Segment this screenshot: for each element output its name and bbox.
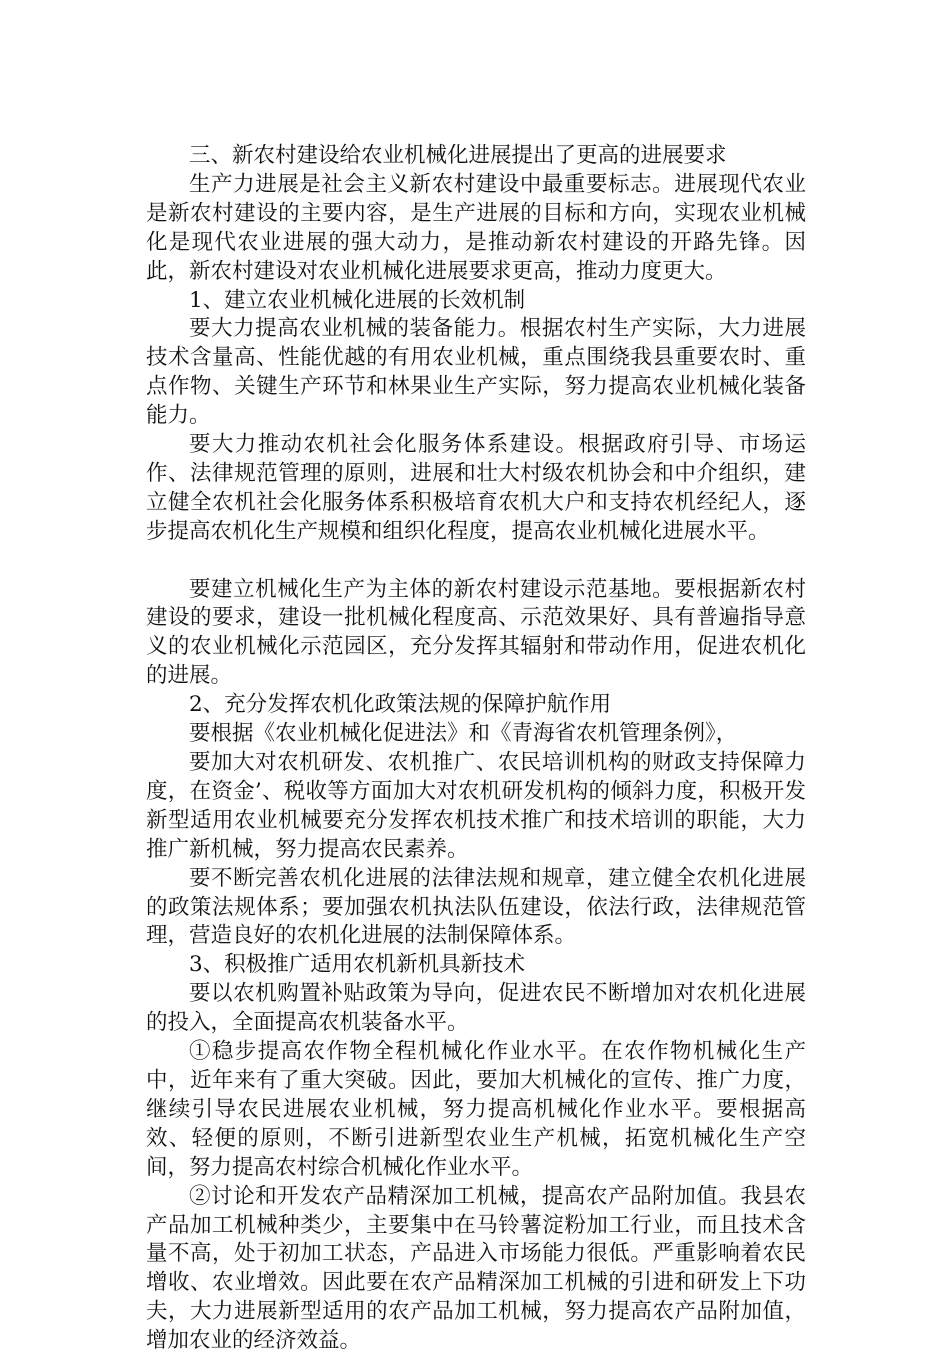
subheading-3: 3、积极推广适用农机新机具新技术 — [189, 952, 526, 978]
paragraph-financial-support: 要加大对农机研发、农机推广、农民培训机构的财政支持保障力度，在资金’、税收等方面加大对农机研发机构的倾斜力度，积极开发新型适用农业机械要充分发挥农机技术推广和技术培训的职能，大力推广新机械，努力提高农民素养。 — [146, 750, 806, 862]
paragraph-service-system: 要大力推动农机社会化服务体系建设。根据政府引导、市场运作、法律规范管理的原则，进展和壮大村级农机协会和中介组织，建立健全农机社会化服务体系积极培育农机大户和支持农机经纪人，逐步提高农机化生产规模和组织化程度，提高农业机械化进展水平。 — [146, 432, 806, 544]
paragraph-intro: 生产力进展是社会主义新农村建设中最重要标志。进展现代农业是新农村建设的主要内容，是生产进展的目标和方向，实现农业机械化是现代农业进展的强大动力，是推动新农村建设的开路先锋。因此，新农村建设对农业机械化进展要求更高，推动力度更大。 — [146, 171, 806, 284]
paragraph-law-reference: 要根据《农业机械化促进法》和《青海省农机管理条例》， — [189, 721, 738, 747]
paragraph-demo-base: 要建立机械化生产为主体的新农村建设示范基地。要根据新农村建设的要求，建设一批机械化程度高、示范效果好、具有普遍指导意义的农业机械化示范园区，充分发挥其辐射和带动作用，促进农机化的进展。 — [146, 576, 806, 689]
paragraph-subsidy: 要以农机购置补贴政策为导向，促进农民不断增加对农机化进展的投入，全面提高农机装备水平。 — [146, 981, 806, 1036]
document-body — [146, 142, 806, 1356]
blank-line — [146, 547, 806, 576]
paragraph-legal-system: 要不断完善农机化进展的法律法规和规章，建立健全农机化进展的政策法规体系；要加强农机执法队伍建设，依法行政，法律规范管理，营造良好的农机化进展的法制保障体系。 — [146, 865, 806, 949]
subheading-1: 1、建立农业机械化进展的长效机制 — [189, 287, 526, 313]
paragraph-item-1: ①稳步提高农作物全程机械化作业水平。在农作物机械化生产中，近年来有了重大突破。因此，要加大机械化的宣传、推广力度，继续引导农民进展农业机械，努力提高机械化作业水平。要根据高效、轻便的原则，不断引进新型农业生产机械，拓宽机械化生产空间，努力提高农村综合机械化作业水平。 — [146, 1039, 806, 1180]
paragraph-item-2: ②讨论和开发农产品精深加工机械，提高农产品附加值。我县农产品加工机械种类少，主要集中在马铃薯淀粉加工行业，而且技术含量不高，处于初加工状态，产品进入市场能力很低。严重影响着农民增收、农业增效。因此要在农产品精深加工机械的引进和研发上下功夫，大力进展新型适用的农产品加工机械，努力提高农产品附加值，增加农业的经济效益。 — [146, 1183, 806, 1354]
paragraph-equipment: 要大力提高农业机械的装备能力。根据农村生产实际，大力进展技术含量高、性能优越的有用农业机械，重点围绕我县重要农时、重点作物、关键生产环节和林果业生产实际，努力提高农业机械化装备能力。 — [146, 316, 806, 429]
subheading-2: 2、充分发挥农机化政策法规的保障护航作用 — [189, 692, 612, 718]
section-heading: 三、新农村建设给农业机械化进展提出了更高的进展要求 — [189, 143, 727, 168]
